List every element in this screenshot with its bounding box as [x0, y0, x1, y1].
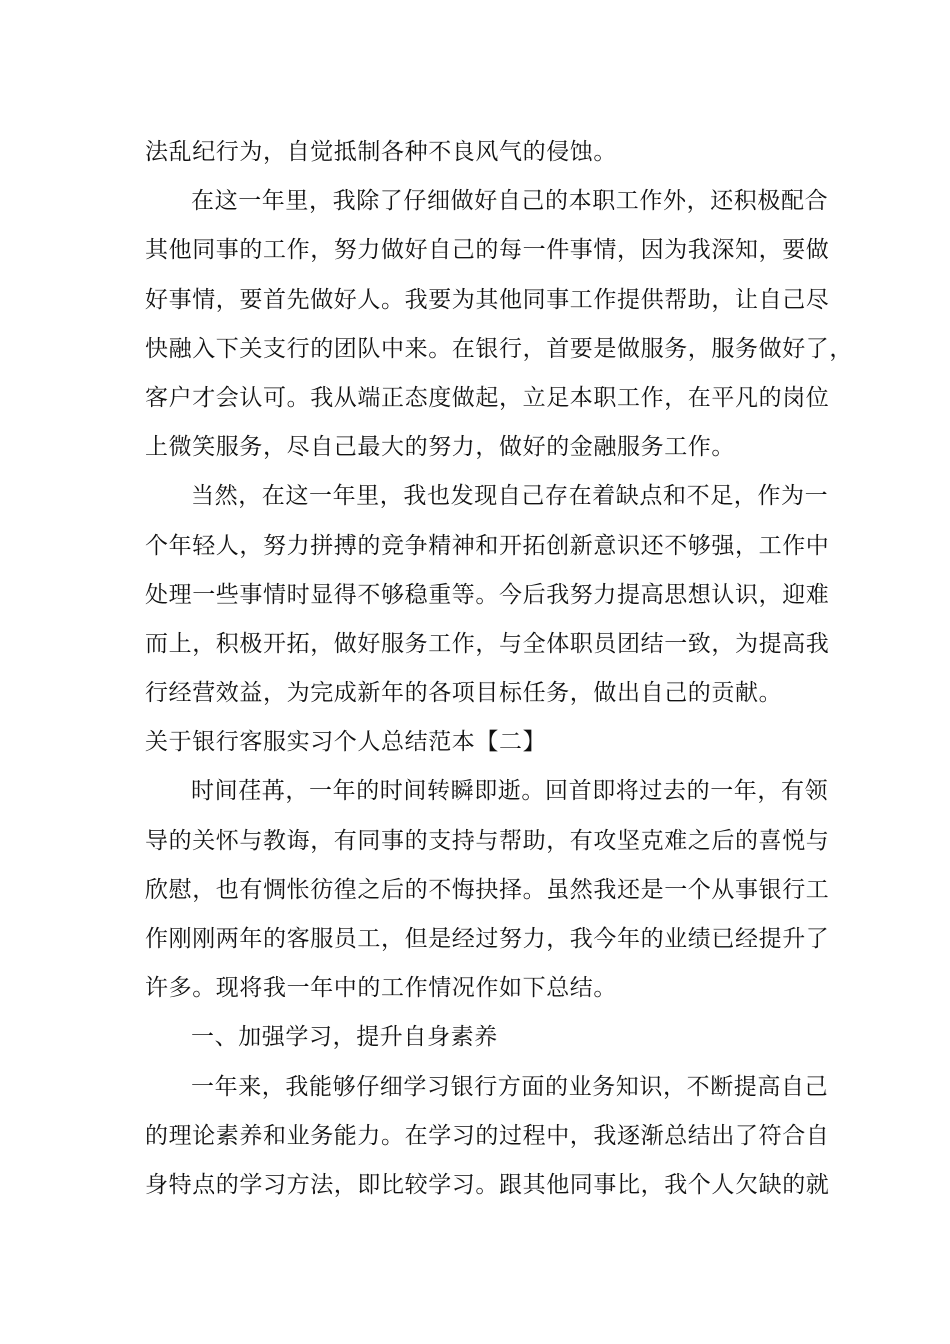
text-line: 在这一年里，我除了仔细做好自己的本职工作外，还积极配合 [191, 188, 829, 215]
text-line: 行经营效益，为完成新年的各项目标任务，做出自己的贡献。 [145, 680, 783, 707]
text-line: 个年轻人，努力拼搏的竞争精神和开拓创新意识还不够强，工作中 [145, 532, 830, 559]
text-line: 法乱纪行为，自觉抵制各种不良风气的侵蚀。 [145, 139, 617, 165]
text-line: 而上，积极开拓，做好服务工作，与全体职员团结一致，为提高我 [145, 630, 830, 657]
text-line: 客户才会认可。我从端正态度做起，立足本职工作，在平凡的岗位 [145, 384, 830, 411]
text-line: 导的关怀与教诲，有同事的支持与帮助，有攻坚克难之后的喜悦与 [145, 827, 830, 854]
subsection-heading: 一、加强学习，提升自身素养 [191, 1024, 498, 1051]
text-line: 其他同事的工作，努力做好自己的每一件事情，因为我深知，要做 [145, 237, 830, 264]
text-line: 欣慰，也有惆怅彷徨之后的不悔抉择。虽然我还是一个从事银行工 [145, 876, 830, 903]
text-line: 时间荏苒，一年的时间转瞬即逝。回首即将过去的一年，有领 [191, 778, 829, 805]
text-line: 当然，在这一年里，我也发现自己存在着缺点和不足，作为一 [191, 483, 829, 510]
text-line: 的理论素养和业务能力。在学习的过程中，我逐渐总结出了符合自 [145, 1122, 830, 1149]
text-line: 身特点的学习方法，即比较学习。跟其他同事比，我个人欠缺的就 [145, 1171, 830, 1198]
text-line: 快融入下关支行的团队中来。在银行，首要是做服务，服务做好了， [145, 335, 853, 362]
text-line: 上微笑服务，尽自己最大的努力，做好的金融服务工作。 [145, 434, 735, 461]
text-line: 好事情，要首先做好人。我要为其他同事工作提供帮助，让自己尽 [145, 286, 830, 313]
text-line: 处理一些事情时显得不够稳重等。今后我努力提高思想认识，迎难 [145, 581, 830, 608]
text-line: 许多。现将我一年中的工作情况作如下总结。 [145, 975, 617, 1002]
section-heading: 关于银行客服实习个人总结范本【二】 [145, 729, 547, 756]
document-body [145, 128, 853, 1210]
text-line: 一年来，我能够仔细学习银行方面的业务知识，不断提高自己 [191, 1073, 829, 1100]
text-line: 作刚刚两年的客服员工，但是经过努力，我今年的业绩已经提升了 [145, 926, 830, 952]
